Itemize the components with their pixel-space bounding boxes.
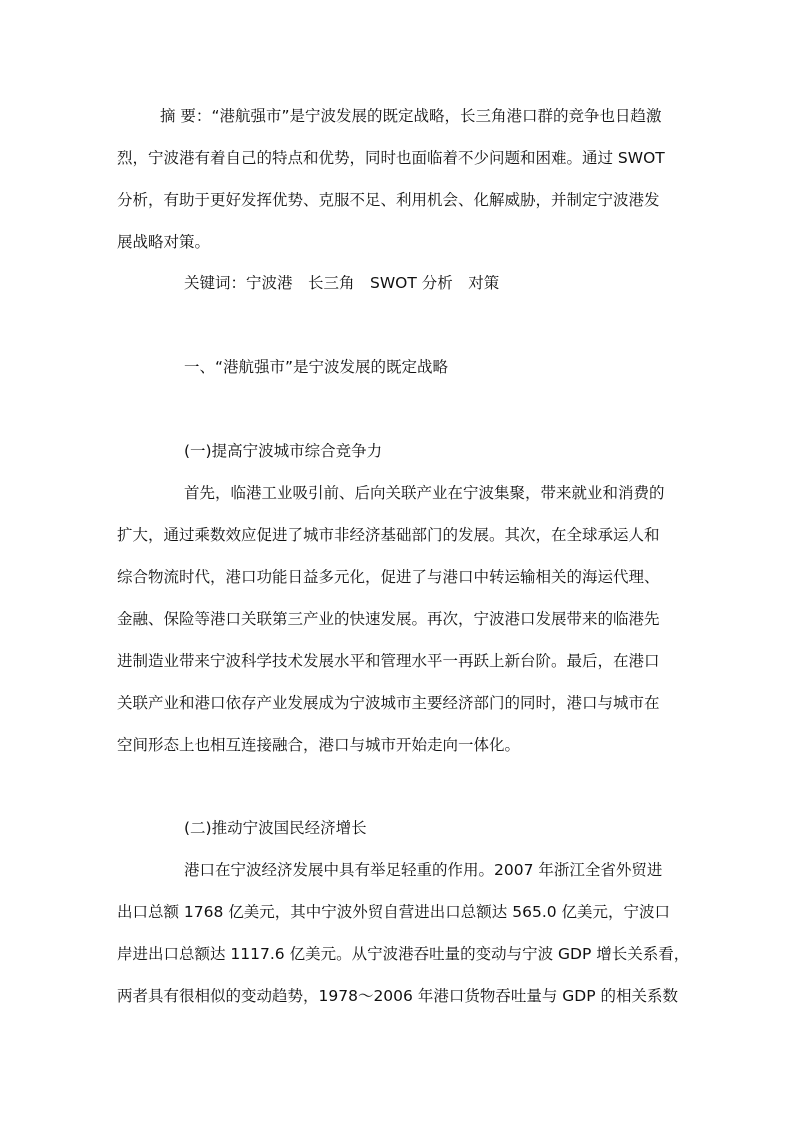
sub1-line-7: 空间形态上也相互连接融合，港口与城市开始走向一体化。 (117, 736, 521, 754)
sub1-line-5: 进制造业带来宁波科学技术发展水平和管理水平一再跃上新台阶。最后，在港口 (117, 652, 660, 670)
abstract-line-3: 分析，有助于更好发挥优势、克服不足、利用机会、化解威胁，并制定宁波港发 (117, 191, 660, 209)
sub2-line-2: 出口总额 1768 亿美元，其中宁波外贸自营进出口总额达 565.0 亿美元，宁波口 (117, 903, 671, 921)
sub2-line-4: 两者具有很相似的变动趋势，1978～2006 年港口货物吞吐量与 GDP 的相关系数 (117, 987, 678, 1005)
keywords-line: 关键词：宁波港 长三角 SWOT 分析 对策 (184, 274, 500, 292)
section1-title: 一、“港航强市”是宁波发展的既定战略 (184, 358, 449, 376)
abstract-label: 摘 要： (160, 107, 212, 125)
abstract-line-1 (160, 106, 662, 126)
sub1-line-2: 扩大，通过乘数效应促进了城市非经济基础部门的发展。其次，在全球承运人和 (117, 526, 660, 544)
sub1-line-4: 金融、保险等港口关联第三产业的快速发展。再次，宁波港口发展带来的临港先 (117, 610, 660, 628)
abstract-line-4: 展战略对策。 (117, 233, 211, 251)
sub2-title: (二)推动宁波国民经济增长 (184, 819, 367, 837)
sub2-line-3: 岸进出口总额达 1117.6 亿美元。从宁波港吞吐量的变动与宁波 GDP 增长关系看， (117, 945, 690, 963)
sub1-line-3: 综合物流时代，港口功能日益多元化，促进了与港口中转运输相关的海运代理、 (117, 568, 660, 586)
abstract-text-1: “港航强市”是宁波发展的既定战略，长三角港口群的竞争也日趋激 (211, 107, 662, 125)
sub1-title: (一)提高宁波城市综合竞争力 (184, 442, 383, 460)
sub1-line-6: 关联产业和港口依存产业发展成为宁波城市主要经济部门的同时，港口与城市在 (117, 694, 660, 712)
sub1-line-1: 首先，临港工业吸引前、后向关联产业在宁波集聚，带来就业和消费的 (184, 484, 665, 502)
abstract-line-2: 烈，宁波港有着自己的特点和优势，同时也面临着不少问题和困难。通过 SWOT (117, 149, 665, 167)
sub2-line-1: 港口在宁波经济发展中具有举足轻重的作用。2007 年浙江全省外贸进 (184, 861, 663, 879)
